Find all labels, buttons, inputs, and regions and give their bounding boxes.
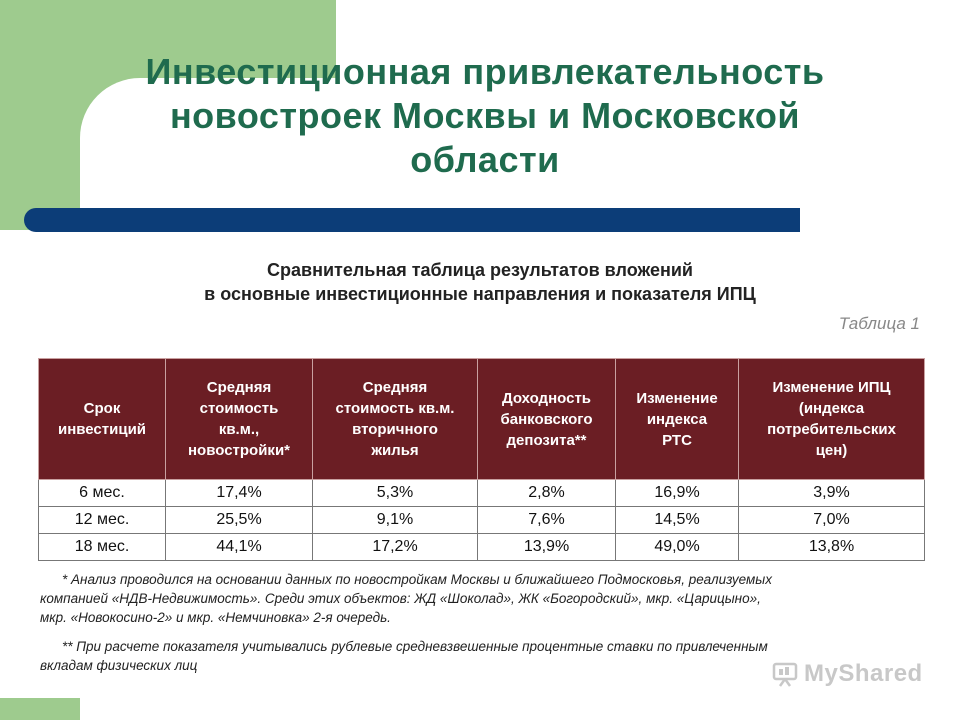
cell-new-build: 25,5%	[166, 507, 313, 534]
cell-cpi: 7,0%	[739, 507, 925, 534]
header-line: Изменение ИПЦ	[772, 379, 891, 396]
cell-term: 18 мес.	[39, 534, 166, 561]
table-title-line-1: Сравнительная таблица результатов вложений	[267, 260, 693, 280]
header-new-build-price	[166, 359, 313, 480]
cell-rts: 14,5%	[616, 507, 739, 534]
footnote-line: мкр. «Новокосино-2» и мкр. «Немчиновка» 2-я очередь.	[40, 610, 391, 625]
header-line: Средняя	[362, 379, 428, 396]
header-line: РТС	[662, 431, 692, 449]
cell-new-build: 17,4%	[166, 480, 313, 507]
header-deposit-yield	[478, 359, 616, 480]
comparison-table	[38, 358, 925, 561]
header-line: цен)	[815, 442, 848, 459]
header-rts-change	[616, 359, 739, 480]
header-line: жилья	[371, 442, 419, 459]
header-secondary-price	[313, 359, 478, 480]
header-line: стоимость	[199, 400, 279, 417]
slide-title-line-3: области	[410, 139, 560, 180]
cell-term: 12 мес.	[39, 507, 166, 534]
header-line: Доходность	[501, 389, 592, 407]
table-image	[28, 248, 932, 694]
header-line: индекса	[646, 410, 708, 428]
table-number: Таблица 1	[838, 314, 920, 333]
footnote-line: * Анализ проводился на основании данных по новостройкам Москвы и ближайшего Подмосковья, реализуемых	[62, 572, 772, 587]
footnote-1	[40, 570, 930, 627]
header-line: депозита**	[506, 431, 587, 449]
watermark-text: MyShared	[804, 660, 923, 687]
header-line: Средняя	[206, 379, 272, 396]
header-line: стоимость кв.м.	[335, 400, 455, 417]
header-term	[39, 359, 166, 480]
cell-rts: 49,0%	[616, 534, 739, 561]
cell-secondary: 9,1%	[313, 507, 478, 534]
cell-rts: 16,9%	[616, 480, 739, 507]
cell-deposit: 13,9%	[478, 534, 616, 561]
table-row	[39, 507, 925, 534]
table-header-row	[39, 359, 925, 480]
watermark	[772, 660, 923, 688]
header-line: новостройки*	[187, 442, 290, 459]
cell-new-build: 44,1%	[166, 534, 313, 561]
header-line: потребительских	[767, 421, 896, 438]
header-line: Срок	[83, 400, 121, 417]
header-line: вторичного	[352, 421, 438, 438]
green-decor-bottom	[0, 698, 80, 720]
presentation-icon	[772, 661, 798, 687]
header-line: Изменение	[636, 389, 718, 407]
header-line: банковского	[500, 410, 593, 428]
cell-deposit: 2,8%	[478, 480, 616, 507]
footnote-line: вкладам физических лиц	[40, 658, 198, 673]
header-line: (индекса	[798, 400, 865, 417]
header-line: кв.м.,	[218, 421, 260, 438]
slide-title-line-1: Инвестиционная привлекательность	[145, 51, 825, 92]
footnote-line: компанией «НДВ-Недвижимость». Среди этих объектов: ЖД «Шоколад», ЖК «Богородский», мкр. «Царицыно»,	[40, 591, 761, 606]
slide-title	[90, 50, 880, 182]
cell-cpi: 3,9%	[739, 480, 925, 507]
table-title	[28, 258, 932, 306]
cell-secondary: 5,3%	[313, 480, 478, 507]
table-row	[39, 534, 925, 561]
title-underline-bar	[24, 208, 800, 232]
cell-deposit: 7,6%	[478, 507, 616, 534]
cell-secondary: 17,2%	[313, 534, 478, 561]
slide-title-line-2: новостроек Москвы и Московской	[169, 95, 801, 136]
table-title-line-2: в основные инвестиционные направления и показателя ИПЦ	[204, 284, 756, 304]
header-cpi-change	[739, 359, 925, 480]
cell-cpi: 13,8%	[739, 534, 925, 561]
cell-term: 6 мес.	[39, 480, 166, 507]
table-row	[39, 480, 925, 507]
footnote-line: ** При расчете показателя учитывались рублевые средневзвешенные процентные ставки по привлеченным	[62, 639, 768, 654]
header-line: инвестиций	[57, 421, 147, 438]
